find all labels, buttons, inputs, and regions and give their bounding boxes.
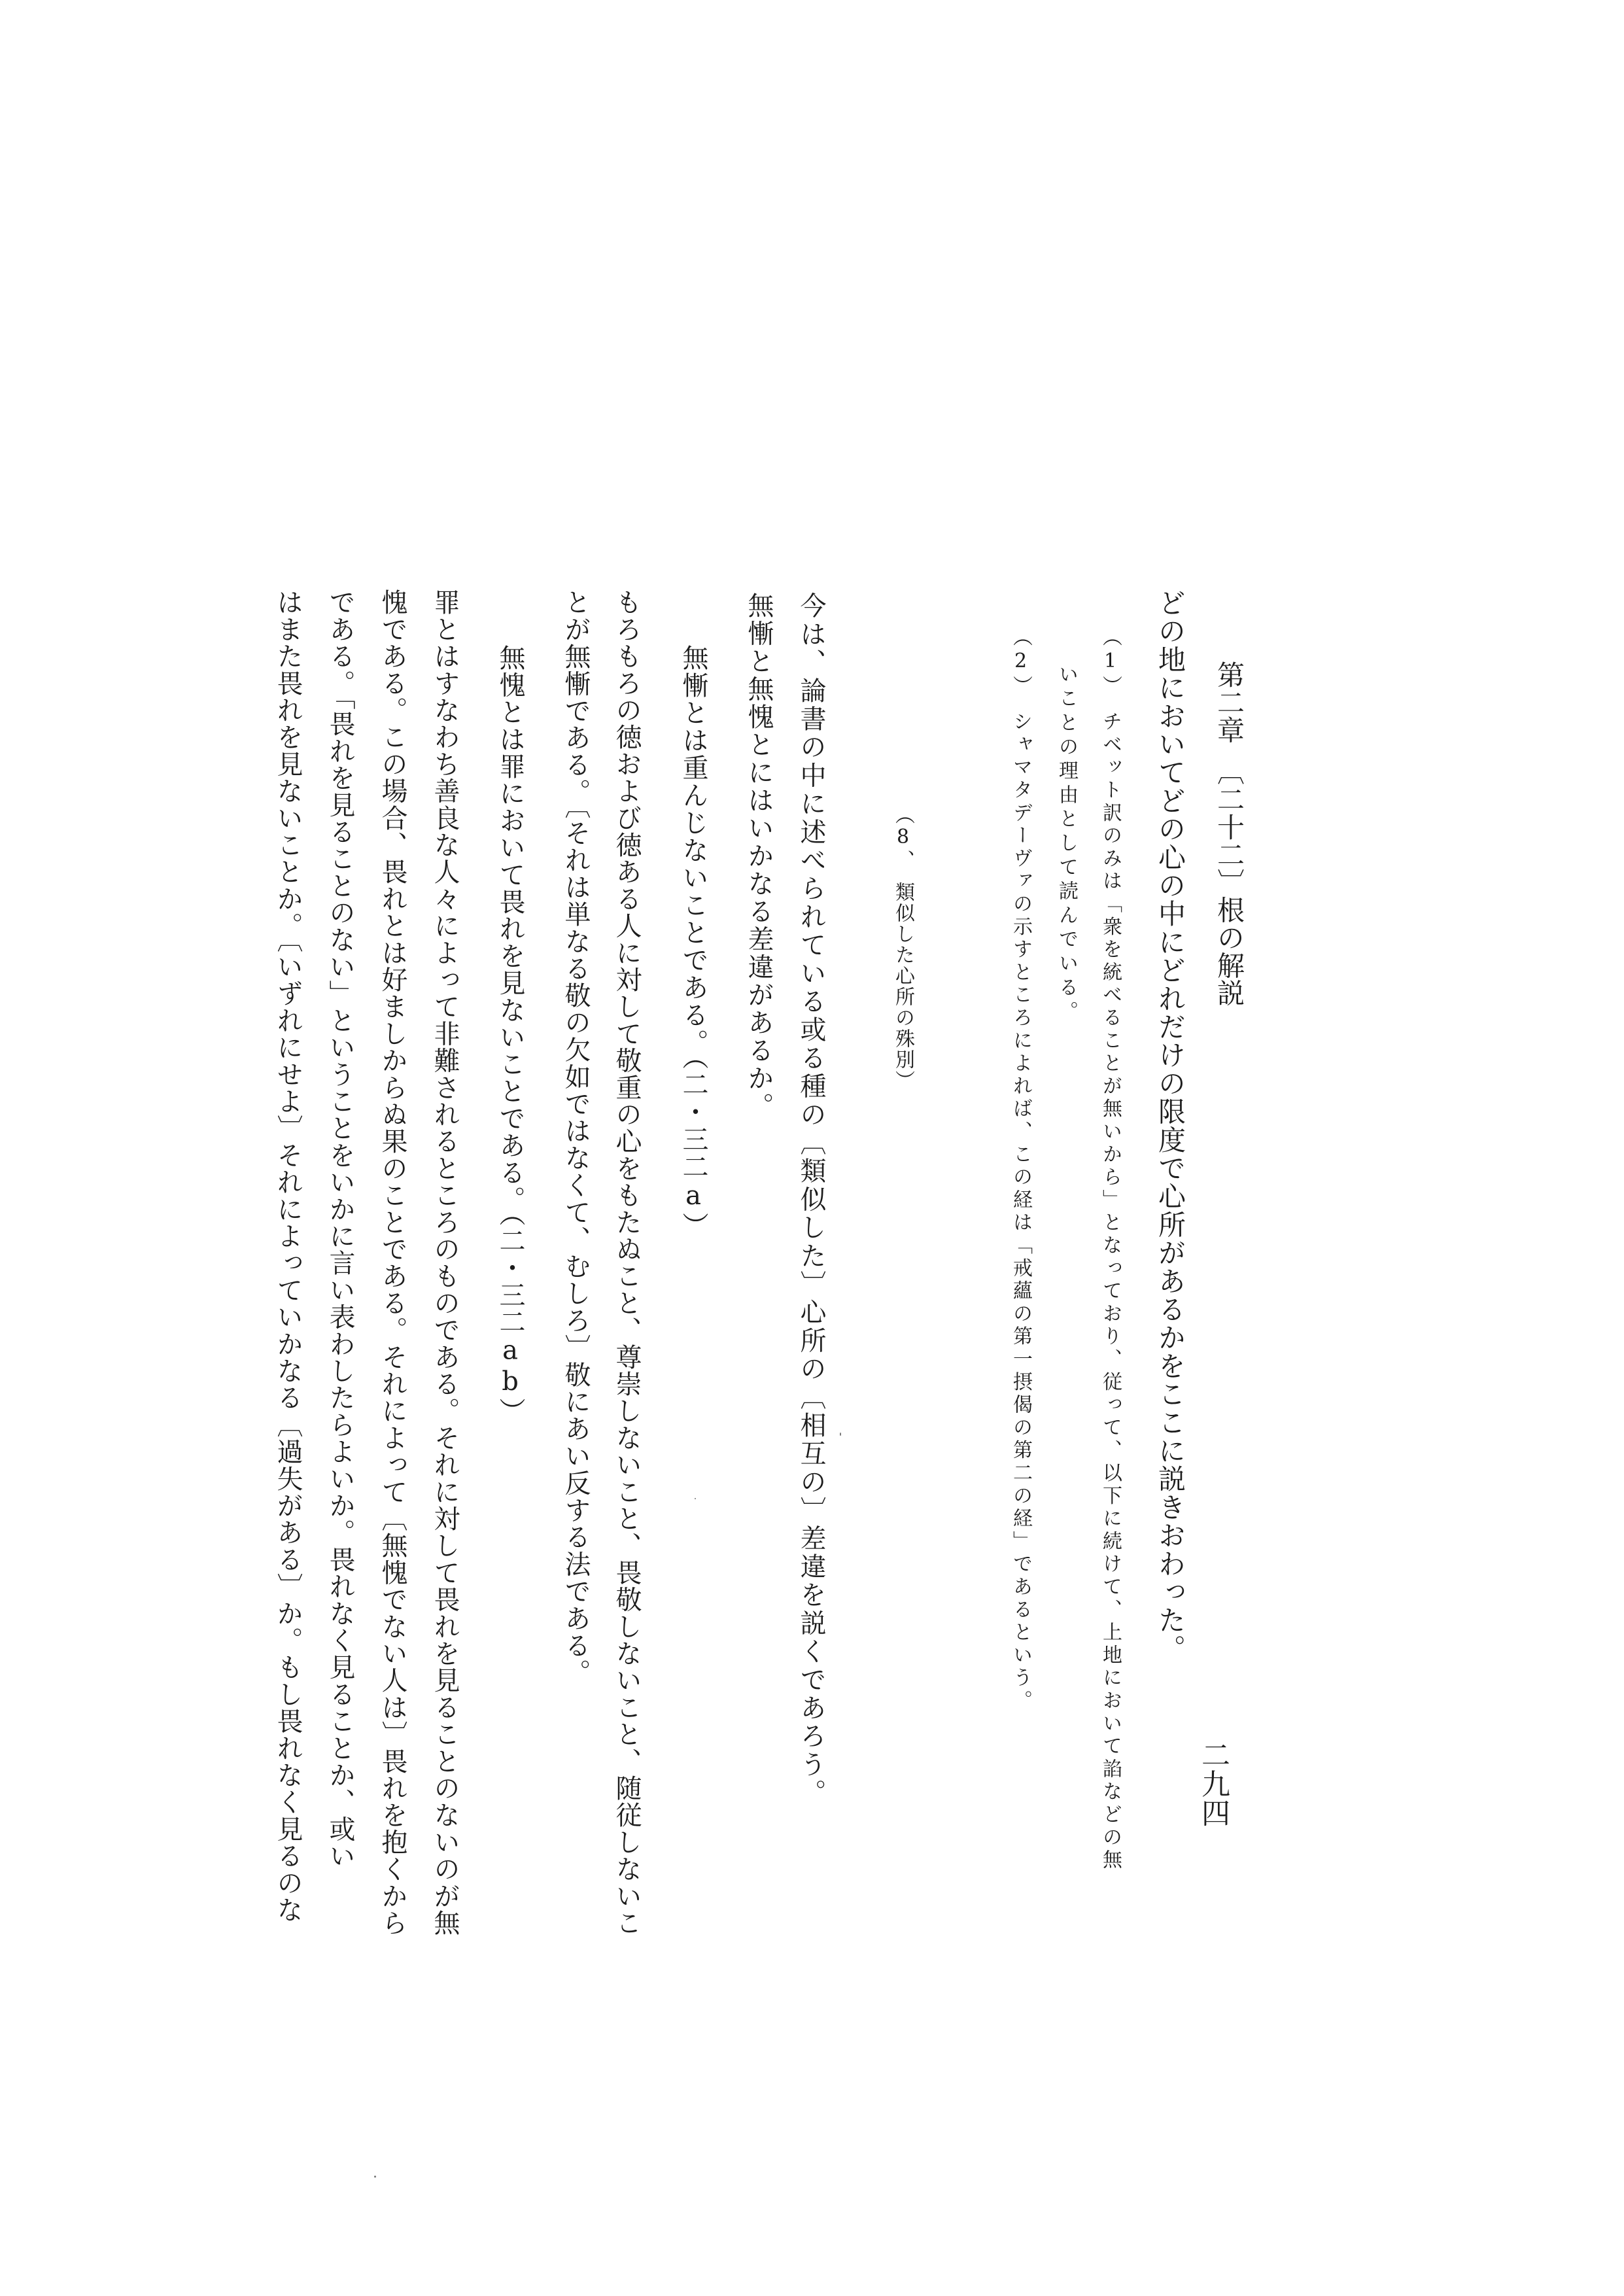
body-line-1: どの地においてどの心の中にどれだけの限度で心所があるかをここに説きおわった。: [1154, 589, 1186, 1663]
section-heading: （8、 類似した心所の殊別）: [891, 805, 914, 1091]
body-line-8: である。「畏れを見ることのない」ということをいかに言い表わしたらよいか。畏れなく見ることか、或い: [325, 589, 355, 1870]
body-line-2: 今は、論書の中に述べられている或る種の〔類似した〕心所の〔相互の〕差違を説くであろう。: [796, 592, 826, 1807]
footnote-1-line-2: いことの理由として読んでいる。: [1055, 664, 1078, 1025]
chapter-header: 第二章 〔二十二〕根の解説: [1213, 661, 1245, 1007]
body-line-4: もろもろの徳および徳ある人に対して敬重の心をもたぬこと、尊崇しないこと、畏敬しないこと、随従しないこ: [612, 589, 642, 1936]
footnote-1-line-1: （1） チベット訳のみは「衆を統べることが無いから」となっており、従って、以下に続けて、上地において諂などの無: [1099, 627, 1122, 1872]
page-number: 二九四: [1196, 1740, 1230, 1827]
body-line-3: 無慚と無愧とにはいかなる差違があるか。: [744, 592, 774, 1121]
footnote-2: （2） シャマタデーヴァの示すところによれば、この経は「戒蘊の第一摂偈の第二の経」であるという。: [1009, 627, 1032, 1713]
body-line-6: 罪とはすなわち善良な人々によって非難されるところのものである。それに対して畏れを見ることのないのが無: [430, 589, 460, 1936]
ink-speck: [695, 1498, 696, 1499]
body-line-5: とが無慚である。〔それは単なる敬の欠如ではなくて、むしろ〕敬にあい反する法である。: [561, 589, 591, 1686]
body-line-7: 愧である。この場合、畏れとは好ましからぬ果のことである。それによって〔無愧でない人は〕畏れを抱くから: [377, 589, 407, 1936]
verse-1: 無慚とは重んじないことである。（二・三二a）: [678, 644, 708, 1240]
body-line-9: はまた畏れを見ないことか。〔いずれにせよ〕それによっていかなる〔過失がある〕か。もし畏れなく見るのな: [273, 589, 303, 1923]
ink-speck: [840, 1433, 841, 1436]
verse-2: 無愧とは罪において畏れを見ないことである。（二・三二ab）: [495, 644, 525, 1425]
ink-speck: [374, 2176, 376, 2178]
